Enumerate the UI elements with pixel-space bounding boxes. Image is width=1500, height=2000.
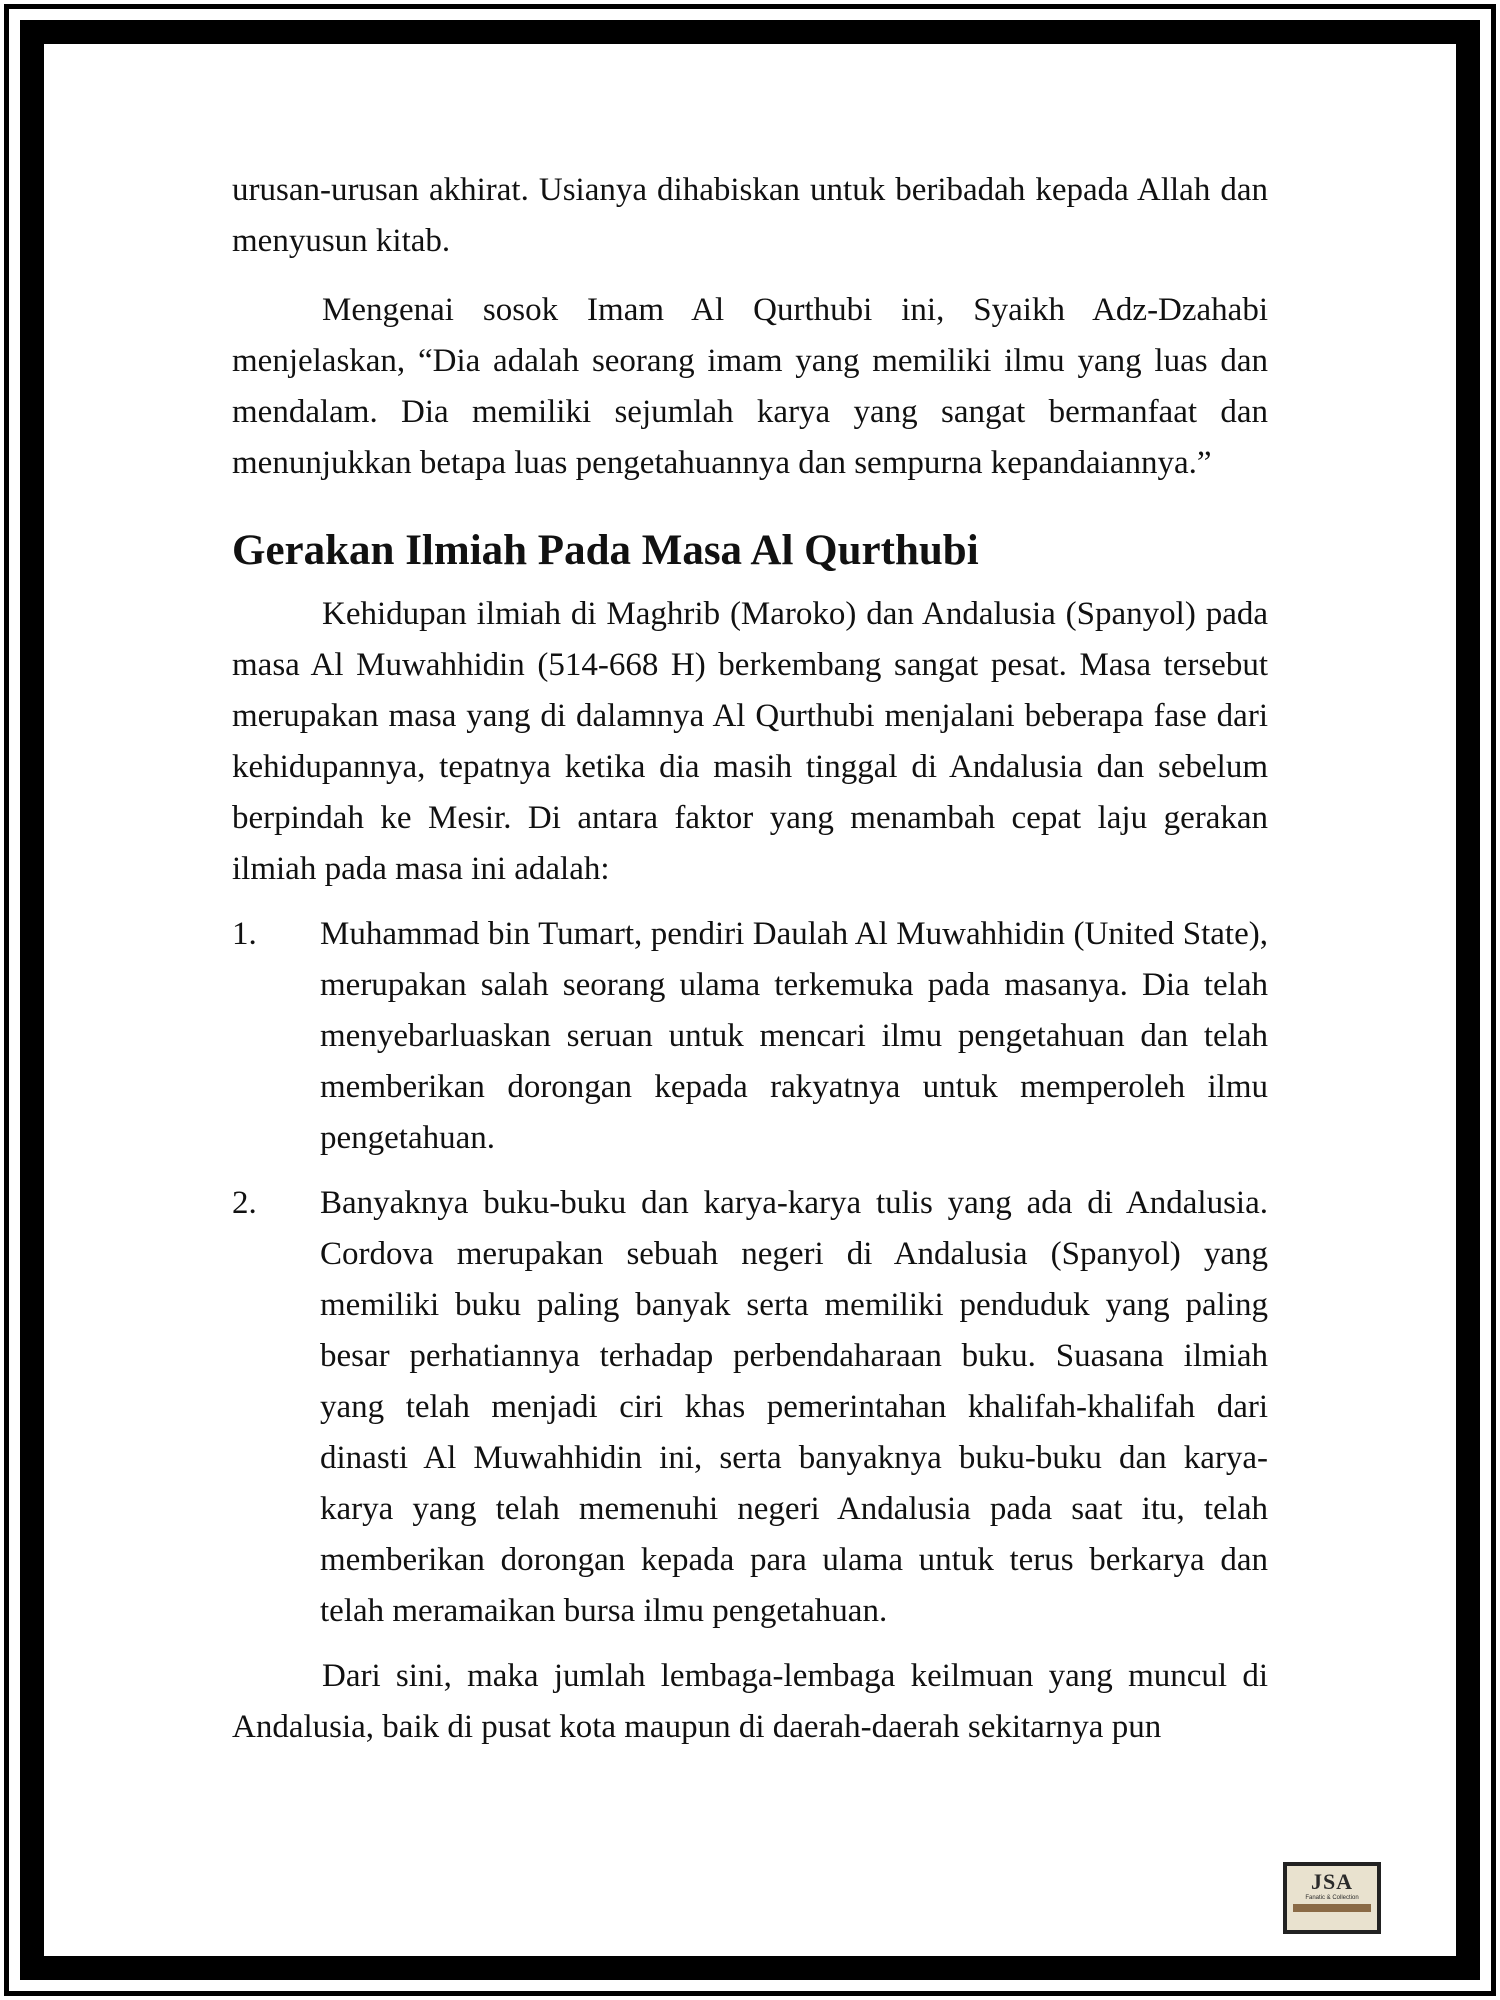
list-number: 2. xyxy=(232,1185,257,1221)
list-item xyxy=(232,909,1268,1164)
document-page xyxy=(232,165,1268,1753)
logo-text: JSA xyxy=(1310,1869,1354,1894)
list-number: 1. xyxy=(232,916,257,952)
section-heading: Gerakan Ilmiah Pada Masa Al Qurthubi xyxy=(232,527,979,574)
list-text: Muhammad bin Tumart, pendiri Daulah Al Muwahhidin (United State), merupakan salah seorang ulama terkemuka pada masanya. Dia telah menyebarluaskan seruan untuk mencari ilmu pengetahuan dan telah memberikan dorongan kepada rakyatnya untuk memperoleh ilmu pengetahuan. xyxy=(320,916,1268,1156)
paragraph-3: Kehidupan ilmiah di Maghrib (Maroko) dan Andalusia (Spanyol) pada masa Al Muwahhidin (514-668 H) berkembang sangat pesat. Masa tersebut merupakan masa yang di dalamnya Al Qurthubi menjalani beberapa fase dari kehidupannya, tepatnya ketika dia masih tinggal di Andalusia dan sebelum berpindah ke Mesir. Di antara faktor yang menambah cepat laju gerakan ilmiah pada masa ini adalah: xyxy=(232,596,1268,887)
jsa-logo xyxy=(1283,1862,1381,1934)
paragraph-2: Mengenai sosok Imam Al Qurthubi ini, Syaikh Adz-Dzahabi menjelaskan, “Dia adalah seorang imam yang memiliki ilmu yang luas dan mendalam. Dia memiliki sejumlah karya yang sangat bermanfaat dan menunjukkan betapa luas pengetahuannya dan sempurna kepandaiannya.” xyxy=(232,292,1268,481)
list-item xyxy=(232,1178,1268,1637)
paragraph-1: urusan-urusan akhirat. Usianya dihabiskan untuk beribadah kepada Allah dan menyusun kitab. xyxy=(232,172,1268,259)
list-text: Banyaknya buku-buku dan karya-karya tulis yang ada di Andalusia. Cordova merupakan sebuah negeri di Andalusia (Spanyol) yang memiliki buku paling banyak serta memiliki penduduk yang paling besar perhatiannya terhadap perbendaharaan buku. Suasana ilmiah yang telah menjadi ciri khas pemerintahan khalifah-khalifah dari dinasti Al Muwahhidin ini, serta banyaknya buku-buku dan karya-karya yang telah memenuhi negeri Andalusia pada saat itu, telah memberikan dorongan kepada para ulama untuk terus berkarya dan telah meramaikan bursa ilmu pengetahuan. xyxy=(320,1185,1268,1629)
logo-subtitle: Fanatic & Collection xyxy=(1305,1895,1359,1901)
logo-desk-graphic xyxy=(1293,1904,1371,1912)
paragraph-4: Dari sini, maka jumlah lembaga-lembaga keilmuan yang muncul di Andalusia, baik di pusat kota maupun di daerah-daerah sekitarnya pun xyxy=(232,1658,1268,1745)
